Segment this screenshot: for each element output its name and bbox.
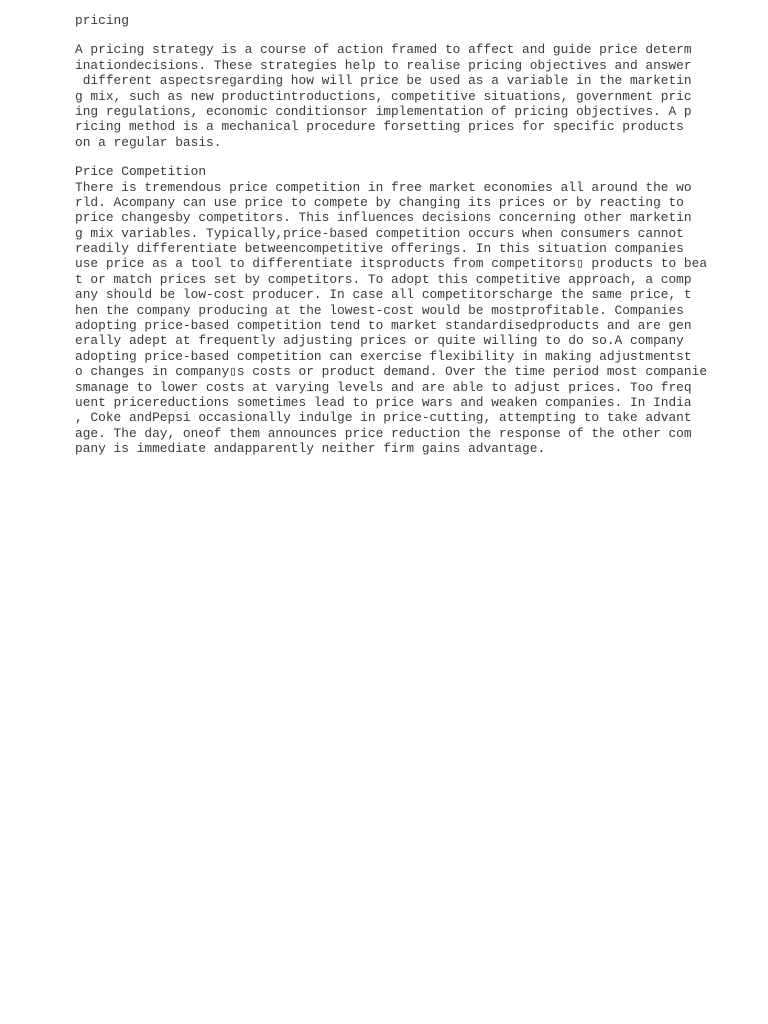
section-line-5: readily differentiate betweencompetitive offerings. In this situation companies (75, 241, 684, 257)
document-page (75, 13, 755, 457)
section-line-8: any should be low-cost producer. In case all competitorscharge the same price, t (75, 287, 692, 303)
document-title: pricing (75, 13, 129, 28)
section-line-7: t or match prices set by competitors. To adopt this competitive approach, a comp (75, 271, 692, 287)
section-line-3: price changesby competitors. This influences decisions concerning other marketin (75, 210, 692, 226)
intro-line-3: different aspectsregarding how will price be used as a variable in the marketin (75, 73, 692, 89)
section-line-17: age. The day, oneof them announces price reduction the response of the other com (75, 425, 692, 441)
section-line-18: pany is immediate andapparently neither firm gains advantage. (75, 441, 546, 457)
section-line-14: smanage to lower costs at varying levels and are able to adjust prices. Too freq (75, 379, 692, 395)
section-paragraph (75, 180, 755, 457)
section-line-10: adopting price-based competition tend to market standardisedproducts and are gen (75, 318, 692, 334)
section-line-6: use price as a tool to differentiate itsproducts from competitors▯ products to bea (75, 256, 708, 272)
paragraph-gap (75, 28, 755, 42)
intro-line-5: ing regulations, economic conditionsor implementation of pricing objectives. A p (75, 103, 692, 119)
intro-line-2: inationdecisions. These strategies help to realise pricing objectives and answer (75, 57, 692, 73)
section-line-9: hen the company producing at the lowest-cost would be mostprofitable. Companies (75, 302, 684, 318)
section-line-12: adopting price-based competition can exercise flexibility in making adjustmentst (75, 348, 692, 364)
section-line-16: , Coke andPepsi occasionally indulge in price-cutting, attempting to take advant (75, 410, 692, 426)
section-line-4: g mix variables. Typically,price-based competition occurs when consumers cannot (75, 225, 684, 241)
section-heading: Price Competition (75, 164, 207, 180)
intro-paragraph (75, 42, 755, 150)
intro-line-6: ricing method is a mechanical procedure forsetting prices for specific products (75, 119, 684, 135)
section-line-1: There is tremendous price competition in free market economies all around the wo (75, 179, 692, 195)
intro-line-7: on a regular basis. (75, 134, 222, 150)
section-line-15: uent pricereductions sometimes lead to price wars and weaken companies. In India (75, 394, 692, 410)
section-line-11: erally adept at frequently adjusting prices or quite willing to do so.A company (75, 333, 684, 349)
intro-line-1: A pricing strategy is a course of action framed to affect and guide price determ (75, 42, 692, 58)
section-line-2: rld. Acompany can use price to compete by changing its prices or by reacting to (75, 194, 684, 210)
paragraph-gap (75, 150, 755, 164)
intro-line-4: g mix, such as new productintroductions, competitive situations, government pric (75, 88, 692, 104)
section-line-13: o changes in company▯s costs or product demand. Over the time period most companie (75, 364, 708, 380)
